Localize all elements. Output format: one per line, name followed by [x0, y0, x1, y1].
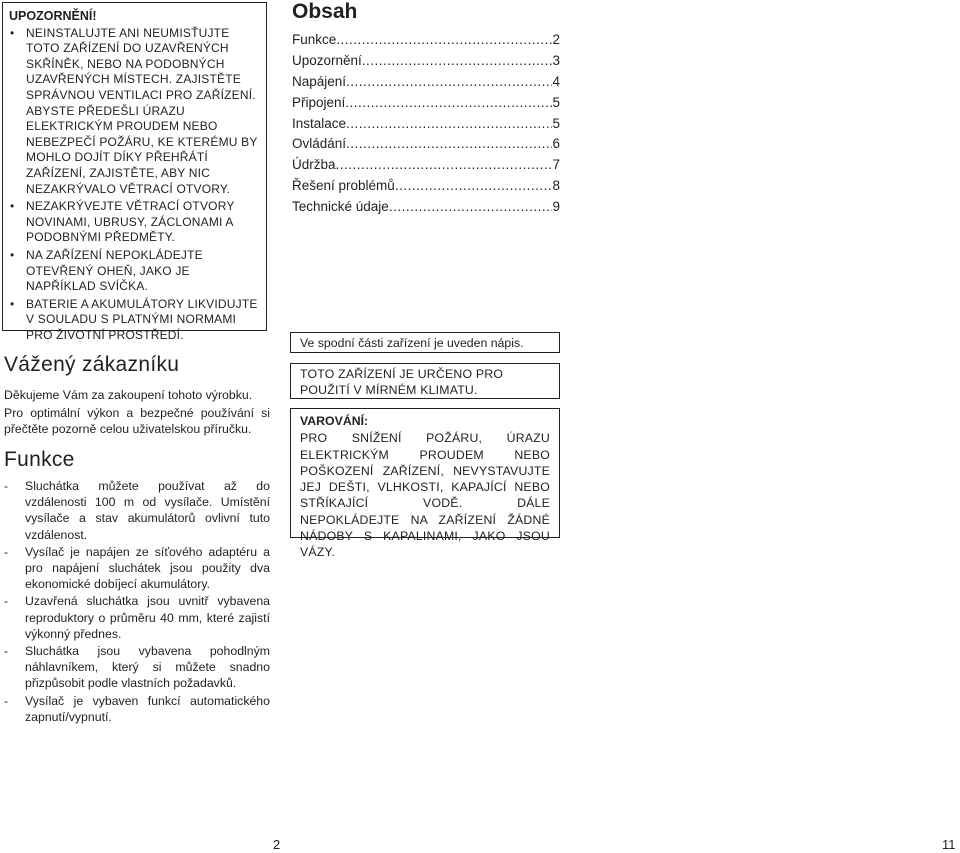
warning-item-text: NEZAKRÝVEJTE VĚTRACÍ OTVORY NOVINAMI, UBRUSY, ZÁCLONAMI A PODOBNÝMI PŘEDMĚTY.	[26, 199, 235, 245]
toc-leader-dots	[362, 53, 553, 68]
toc-entry-title: Připojení	[292, 94, 346, 110]
warning-item	[9, 26, 258, 198]
warning-item	[9, 248, 258, 295]
function-item	[4, 693, 270, 725]
warning-item-text: NEINSTALUJTE ANI NEUMISŤUJTE TOTO ZAŘÍZENÍ DO UZAVŘENÝCH SKŘÍNĚK, NEBO NA PODOBNÝCH UZAVŘENÝCH MÍSTECH. ZAJISTĚTE SPRÁVNOU VENTILACI PRO ZAŘÍZENÍ. ABYSTE PŘEDEŠLI ÚRAZU ELEKTRICKÝM PROUDEM NEBO NEBEZPEČÍ POŽÁRU, KE KTERÉMU BY MOHLO DOJÍT DÍKY PŘEHŘÁTÍ ZAŘÍZENÍ, ZAJISTĚTE, ABY NIC NEZAKRÝVALO VĚTRACÍ OTVORY.	[26, 25, 258, 196]
dash-marker: -	[4, 693, 9, 708]
function-item-text: Sluchátka můžete používat až do vzdálenosti 100 m od vysílače. Umístění vysílače a stav akumulátorů ovlivní tuto vzdálenost.	[25, 479, 270, 542]
functions-heading: Funkce	[4, 448, 75, 471]
hazard-warning-title: VAROVÁNÍ:	[300, 414, 369, 428]
dear-customer-text	[4, 387, 270, 440]
warning-box	[2, 2, 267, 342]
dash-marker: -	[4, 544, 9, 559]
toc-leader-dots	[336, 32, 552, 47]
toc-entry-page: 3	[552, 52, 560, 68]
bullet-icon: •	[10, 25, 15, 40]
toc-leader-dots	[336, 157, 553, 172]
function-item	[4, 544, 270, 593]
toc-leader-dots	[345, 95, 552, 110]
contents-heading: Obsah	[292, 0, 358, 23]
label-note-box: Ve spodní části zařízení je uveden nápis.	[290, 332, 560, 353]
toc-leader-dots	[346, 74, 552, 89]
toc-entry-title: Technické údaje	[292, 199, 389, 215]
toc-entry-page: 5	[552, 94, 560, 110]
toc-entry-page: 5	[552, 115, 560, 131]
toc-leader-dots	[346, 116, 552, 131]
toc-entry-page: 7	[552, 157, 560, 173]
dash-marker: -	[4, 644, 9, 659]
toc-entry-page: 8	[552, 178, 560, 194]
function-item-text: Vysílač je napájen ze síťového adaptéru a pro napájení sluchátek jsou použity dva ekonomické dobíjecí akumulátory.	[25, 544, 270, 592]
dear-customer-heading: Vážený zákazníku	[4, 353, 180, 376]
warning-title: UPOZORNĚNÍ!	[9, 9, 97, 23]
read-manual-paragraph: Pro optimální výkon a bezpečné používání si přečtěte pozorně celou uživatelskou příručku.	[4, 406, 270, 437]
warning-item-text: NA ZAŘÍZENÍ NEPOKLÁDEJTE OTEVŘENÝ OHEŇ, JAKO JE NAPŘÍKLAD SVÍČKA.	[26, 247, 203, 294]
toc-entry-title: Funkce	[292, 32, 337, 47]
toc-entry-title: Upozornění	[292, 52, 362, 68]
function-item-text: Uzavřená sluchátka jsou uvnitř vybavena reproduktory o průměru 40 mm, které zajistí výkonný přednes.	[25, 594, 270, 641]
toc-entry-title: Řešení problémů	[292, 178, 395, 194]
toc-entry[interactable]	[292, 116, 560, 137]
toc-entry[interactable]	[292, 157, 560, 178]
table-of-contents	[292, 32, 560, 220]
function-item-text: Sluchátka jsou vybavena pohodlným náhlavníkem, který si můžete snadno přizpůsobit podle vlastních požadavků.	[25, 644, 270, 691]
toc-entry-page: 9	[552, 199, 560, 215]
warning-item	[9, 297, 258, 344]
page-number-right: 11	[942, 837, 956, 852]
toc-entry[interactable]	[292, 32, 560, 53]
toc-entry-title: Instalace	[292, 115, 347, 131]
function-item	[4, 593, 270, 642]
dash-marker: -	[4, 594, 9, 609]
toc-entry[interactable]	[292, 74, 560, 95]
bullet-icon: •	[10, 247, 15, 262]
toc-entry[interactable]	[292, 199, 560, 220]
toc-leader-dots	[346, 136, 552, 151]
toc-entry-title: Údržba	[292, 157, 336, 173]
toc-leader-dots	[389, 199, 553, 214]
toc-entry-title: Ovládání	[292, 136, 347, 152]
function-item	[4, 478, 270, 543]
toc-entry-title: Napájení	[292, 73, 347, 89]
toc-entry[interactable]	[292, 136, 560, 157]
toc-entry-page: 4	[552, 73, 560, 89]
toc-entry-page: 6	[552, 136, 560, 152]
thanks-paragraph: Děkujeme Vám za zakoupení tohoto výrobku.	[4, 388, 253, 402]
functions-list	[4, 478, 270, 726]
climate-notice-box: TOTO ZAŘÍZENÍ JE URČENO PRO POUŽITÍ V MÍRNÉM KLIMATU.	[290, 363, 560, 399]
toc-leader-dots	[395, 178, 553, 193]
function-item	[4, 643, 270, 692]
toc-entry-page: 2	[552, 32, 560, 47]
toc-entry[interactable]	[292, 95, 560, 116]
hazard-warning-box	[290, 408, 560, 560]
bullet-icon: •	[10, 199, 15, 214]
dash-marker: -	[4, 479, 9, 493]
warning-list	[9, 26, 258, 344]
warning-item	[9, 199, 258, 246]
function-item-text: Vysílač je vybaven funkcí automatického zapnutí/vypnutí.	[25, 693, 270, 724]
page-number-left: 2	[273, 837, 281, 852]
hazard-warning-text: PRO SNÍŽENÍ POŽÁRU, ÚRAZU ELEKTRICKÝM PROUDEM NEBO POŠKOZENÍ ZAŘÍZENÍ, NEVYSTAVUJTE JEJ DEŠTI, VLHKOSTI, KAPAJÍCÍ NEBO STŘÍKAJÍCÍ VODĚ. DÁLE NEPOKLÁDEJTE NA ZAŘÍZENÍ ŽÁDNÉ NÁDOBY S KAPALINAMI, JAKO JSOU VÁZY.	[300, 431, 550, 560]
toc-entry[interactable]	[292, 178, 560, 199]
warning-item-text: BATERIE A AKUMULÁTORY LIKVIDUJTE V SOULADU S PLATNÝMI NORMAMI PRO ŽIVOTNÍ PROSTŘEDÍ.	[26, 296, 258, 342]
bullet-icon: •	[10, 296, 15, 311]
toc-entry[interactable]	[292, 53, 560, 74]
